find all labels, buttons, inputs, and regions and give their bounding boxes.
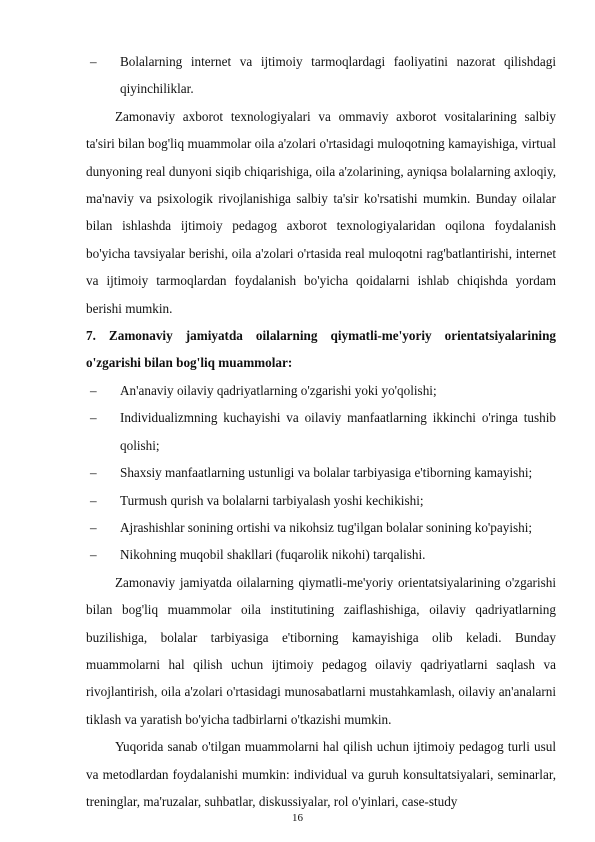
intro-bullet-item <box>86 48 556 103</box>
dash-marker: – <box>90 54 97 69</box>
list-item-text: Nikohning muqobil shakllari (fuqarolik nikohi) tarqalishi. <box>120 547 426 563</box>
page-content <box>86 48 556 815</box>
list-item <box>86 541 556 568</box>
dash-marker: – <box>90 492 97 508</box>
list-item-text: Individualizmning kuchayishi va oilaviy manfaatlarning ikkinchi o'ringa tushib qolishi; <box>120 410 556 453</box>
list-item-text: Turmush qurish va bolalarni tarbiyalash yoshi kechikishi; <box>120 492 424 508</box>
list-item <box>86 404 556 459</box>
section-heading-7: 7. Zamonaviy jamiyatda oilalarning qiymatli-me'yoriy orientatsiyalarining o'zgarishi bilan bog'liq muammolar: <box>86 328 556 371</box>
intro-bullet-text: Bolalarning internet va ijtimoiy tarmoqlardagi faoliyatini nazorat qilishdagi qiyinchiliklar. <box>120 54 556 97</box>
dash-marker: – <box>90 547 97 563</box>
dash-marker: – <box>90 519 97 535</box>
list-item-text: Ajrashishlar sonining ortishi va nikohsiz tug'ilgan bolalar sonining ko'payishi; <box>120 519 533 535</box>
dash-marker: – <box>90 465 97 481</box>
list-item <box>86 459 556 486</box>
list-item <box>86 377 556 404</box>
list-item-text: An'anaviy oilaviy qadriyatlarning o'zgarishi yoki yo'qolishi; <box>120 382 437 398</box>
dash-marker: – <box>90 382 97 398</box>
paragraph-value-changes: Zamonaviy jamiyatda oilalarning qiymatli-me'yoriy orientatsiyalarining o'zgarishi bilan bog'liq muammolar oila institutining zaiflashishiga, oilaviy qadriyatlarning buzilishiga, bolalar tarbiyasiga e'tiborning kamayishiga olib keladi. Bunday muammolarni hal qilish uchun ijtimoiy pedagog oilaviy qadriyatlarni saqlash va rivojlantirish, oila a'zolari o'rtasidagi munosabatlarni mustahkamlash, oilaviy an'analarni tiklash va yaratish bo'yicha tadbirlarni o'tkazishi mumkin. <box>86 574 556 727</box>
dash-marker: – <box>90 410 97 426</box>
list-item-text: Shaxsiy manfaatlarning ustunligi va bolalar tarbiyasiga e'tiborning kamayishi; <box>120 465 533 481</box>
paragraph-methods: Yuqorida sanab o'tilgan muammolarni hal qilish uchun ijtimoiy pedagog turli usul va metodlardan foydalanishi mumkin: individual va guruh konsultatsiyalari, seminarlar, treninglar, ma'ruzalar, suhbatlar, diskussiyalar, rol o'yinlari, case-study <box>86 739 556 809</box>
list-item <box>86 514 556 541</box>
paragraph-media-influence: Zamonaviy axborot texnologiyalari va ommaviy axborot vositalarining salbiy ta'siri bilan bog'liq muammolar oila a'zolari o'rtasidagi muloqotning kamayishiga, virtual dunyoning real dunyoni siqib chiqarishiga, oila a'zolarining, ayniqsa bolalarning axloqiy, ma'naviy va psixologik rivojlanishiga salbiy ta'sir ko'rsatishi mumkin. Bunday oilalar bilan ishlashda ijtimoiy pedagog axborot texnologiyalaridan oqilona foydalanish bo'yicha tavsiyalar berishi, oila a'zolari o'rtasida real muloqotni rag'batlantirishi, internet va ijtimoiy tarmoqlardan foydalanish bo'yicha qoidalarni ishlab chiqishda yordam berishi mumkin. <box>86 108 556 316</box>
list-item <box>86 487 556 514</box>
page-number: 16 <box>292 812 303 824</box>
